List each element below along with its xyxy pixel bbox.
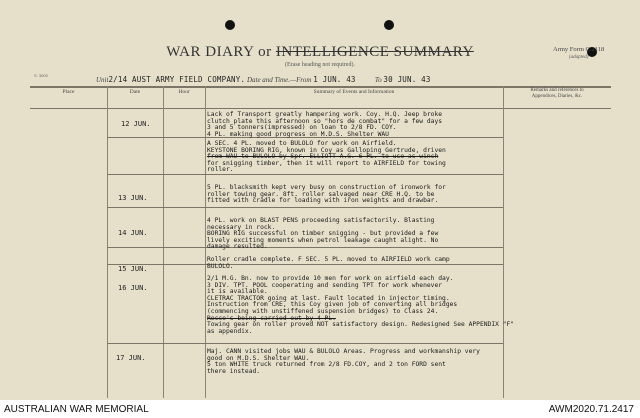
entry-date: 13 JUN. bbox=[118, 194, 148, 202]
diary-entry bbox=[207, 257, 507, 270]
unit-line bbox=[96, 75, 431, 84]
entry-line: KEYSTONE BORING RIG, known in Coy as Galloping Gertrude, driven bbox=[207, 146, 446, 154]
entry-line: Lack of Transport greatly hampering work. Coy. H.Q. Jeep broke bbox=[207, 111, 443, 118]
entry-line: from WAU to BULOLO by Spr. ELLIOTT A.G. 6 PL. to use as winch bbox=[207, 153, 439, 161]
entry-line: necessary in rock. bbox=[207, 223, 276, 231]
col-header-hour: Hour bbox=[178, 89, 190, 95]
entry-line: damage resulted. bbox=[207, 243, 268, 251]
entry-line: 5 PL. blacksmith kept very busy on construction of ironwork for bbox=[207, 184, 446, 191]
row-rule bbox=[107, 207, 503, 208]
date-time-label: Date and Time.—From bbox=[246, 76, 312, 84]
entry-line: there instead. bbox=[207, 367, 261, 375]
entry-line: fitted with cradle for loading with iron weights and drawbar. bbox=[207, 197, 439, 205]
entry-line: 5 ton WHITE truck returned from 2/8 FD.COY, and 2 ton FORD sent bbox=[207, 361, 446, 369]
erase-note: (Erase heading not required). bbox=[285, 62, 355, 68]
row-rule bbox=[107, 343, 503, 344]
entry-date: 14 JUN. bbox=[118, 229, 148, 237]
punch-hole bbox=[384, 20, 394, 30]
entry-line: clutch plate this afternoon so "hors de combat" for a few days bbox=[207, 117, 443, 125]
column-divider bbox=[107, 86, 108, 398]
to-value: 30 JUN. 43 bbox=[383, 75, 431, 84]
diary-entry bbox=[207, 275, 515, 335]
header-rule bbox=[30, 108, 611, 109]
entry-line: 3 and 5 tonners(impressed) on loan to 2/8 FD. COY. bbox=[207, 124, 397, 132]
remarks-line-1: Remarks and references to bbox=[530, 88, 584, 93]
entry-line: 3 DIV. TPT. POOL cooperating and sending TPT for work whenever bbox=[207, 281, 443, 289]
from-value: 1 JUN. 43 bbox=[313, 75, 356, 84]
col-header-place: Place bbox=[62, 89, 75, 95]
unit-value: 2/14 AUST ARMY FIELD COMPANY. bbox=[108, 75, 246, 84]
entry-line: (commencing with unstiffened suspension bridges) to Class 24. bbox=[207, 307, 439, 315]
entry-date: 12 JUN. bbox=[121, 120, 151, 128]
entry-line: CLETRAC TRACTOR going at last. Fault located in injector timing. bbox=[207, 294, 450, 302]
form-code: S. 3000 bbox=[34, 73, 48, 78]
entry-line: 4 PL. work on BLAST PENS proceeding satisfactorily. Blasting bbox=[207, 217, 435, 224]
entry-line: 4 PL. making good progress on M.D.S. Shelter WAU bbox=[207, 130, 389, 138]
army-form-label: Army Form C.2118 bbox=[553, 46, 605, 53]
page-title bbox=[0, 44, 640, 61]
entry-line: Recce's being carried out by 4 PL. bbox=[207, 314, 336, 322]
title-prefix: WAR DIARY bbox=[166, 44, 254, 60]
column-divider bbox=[163, 86, 164, 398]
row-rule bbox=[107, 174, 503, 175]
col-header-remarks bbox=[503, 88, 611, 100]
title-or: or bbox=[258, 44, 272, 60]
army-form-note: (adapted) bbox=[569, 55, 589, 60]
entry-line: Roller cradle complete. F SEC. 5 PL. moved to AIRFIELD work camp bbox=[207, 256, 450, 263]
entry-line: roller. bbox=[207, 166, 234, 174]
diary-entry bbox=[207, 112, 507, 138]
footer-left: AUSTRALIAN WAR MEMORIAL bbox=[4, 404, 149, 415]
diary-entry bbox=[207, 185, 507, 205]
unit-label: Unit bbox=[96, 76, 109, 84]
entry-line: for snigging timber, then it will report to AIRFIELD for towing bbox=[207, 159, 446, 167]
entry-date: 15 JUN. bbox=[118, 265, 148, 273]
punch-hole bbox=[225, 20, 235, 30]
column-divider bbox=[205, 86, 206, 398]
title-struck: INTELLIGENCE SUMMARY bbox=[275, 44, 474, 60]
entry-date: 16 JUN. bbox=[118, 284, 148, 292]
entry-line: BULOLO. bbox=[207, 262, 234, 270]
remarks-line-2: Appendices, Diaries, &c. bbox=[531, 94, 583, 99]
entry-line: A SEC. 4 PL. moved to BULOLO for work on Airfield. bbox=[207, 140, 397, 147]
entry-line: 2/1 M.G. Bn. now to provide 10 men for work on airfield each day. bbox=[207, 275, 454, 282]
entry-line: it is available. bbox=[207, 288, 268, 296]
entry-line: Instruction from CRE, this Coy given job of converting all bridges bbox=[207, 301, 458, 309]
entry-line: good on M.D.S. Shelter WAU. bbox=[207, 354, 310, 362]
col-header-date: Date bbox=[129, 89, 141, 95]
diary-entry bbox=[207, 218, 507, 251]
diary-entry bbox=[207, 141, 507, 174]
entry-line: Towing gear on roller proved NOT satisfactory design. Redesigned See APPENDIX "F" bbox=[207, 321, 515, 329]
diary-entry bbox=[207, 349, 507, 375]
entry-line: Maj. CANN visited jobs WAU & BULOLO Areas. Progress and workmanship very bbox=[207, 348, 480, 355]
to-label: To bbox=[374, 76, 382, 84]
footer-right: AWM2020.71.2417 bbox=[548, 404, 634, 415]
entry-line: roller towing gear. 8ft. roller salvaged near CRE H.Q. to be bbox=[207, 190, 435, 198]
col-header-summary: Summary of Events and Information bbox=[313, 89, 395, 95]
entry-line: lively exciting moments when petrol leakage caught alight. No bbox=[207, 236, 439, 244]
entry-line: as appendix. bbox=[207, 327, 253, 335]
entry-date: 17 JUN. bbox=[116, 354, 146, 362]
entry-line: BORING RIG successful on timber snigging - but provided a few bbox=[207, 230, 439, 238]
